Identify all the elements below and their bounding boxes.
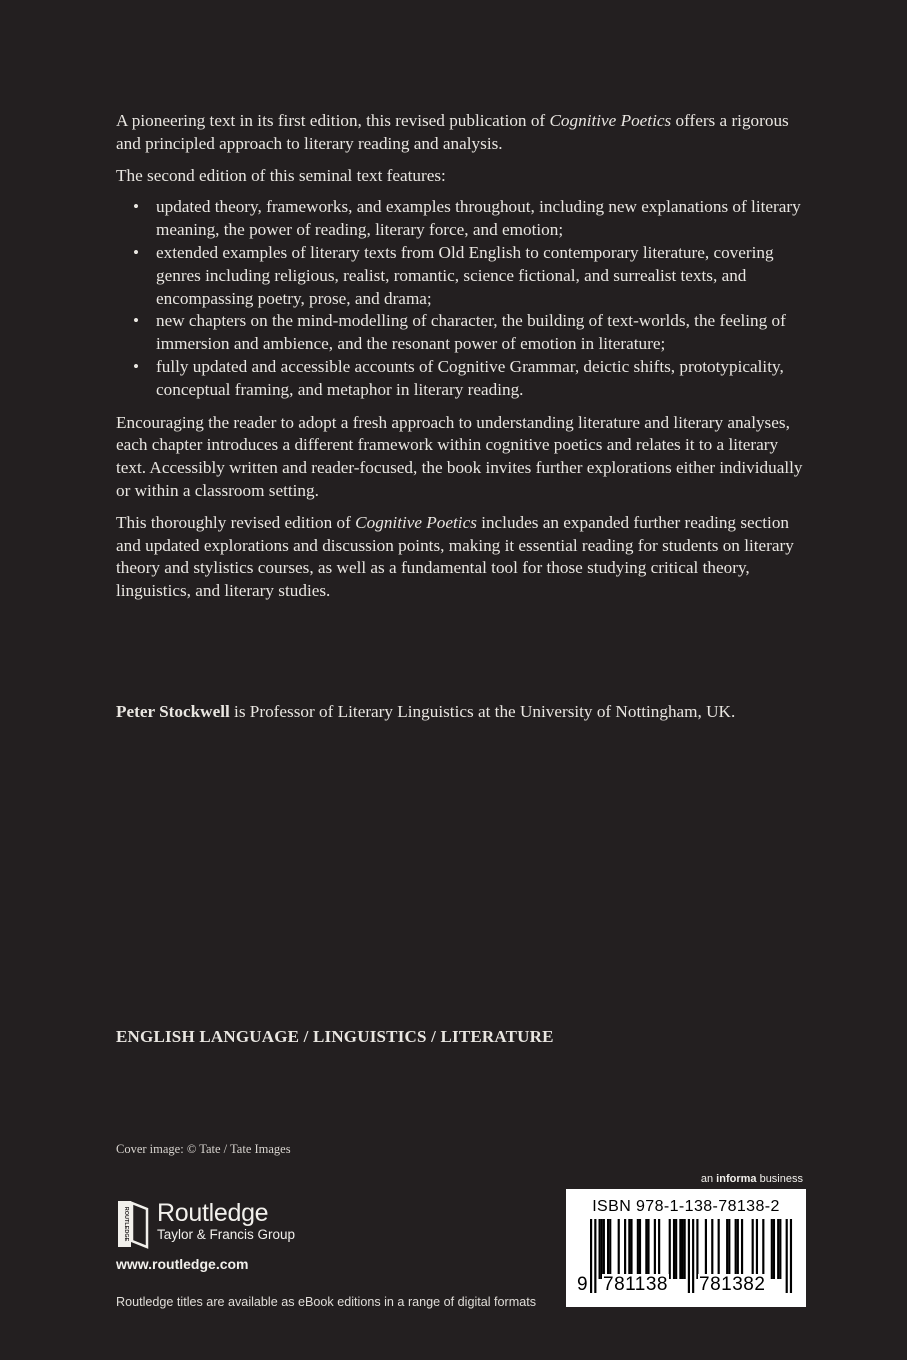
features-list bbox=[116, 196, 806, 401]
barcode-bar bbox=[618, 1219, 620, 1279]
author-name: Peter Stockwell bbox=[116, 702, 230, 721]
feature-item: • new chapters on the mind-modelling of character, the building of text-worlds, the feeling of immersion and ambience, and the resonant power of emotion in literature; bbox=[116, 310, 806, 356]
ebook-note: Routledge titles are available as eBook editions in a range of digital formats bbox=[116, 1295, 537, 1309]
barcode-bar bbox=[735, 1219, 737, 1279]
barcode-bar bbox=[654, 1219, 656, 1279]
cover-credit: Cover image: © Tate / Tate Images bbox=[116, 1142, 291, 1156]
informa-tagline: an informa business bbox=[700, 1173, 803, 1185]
barcode-bar bbox=[726, 1219, 728, 1279]
publisher-name: Routledge bbox=[157, 1199, 269, 1227]
publisher-group: Taylor & Francis Group bbox=[157, 1227, 296, 1242]
barcode-bar bbox=[647, 1219, 649, 1279]
routledge-book-icon bbox=[116, 1199, 150, 1249]
logo-spine-text: ROUTLEDGE bbox=[123, 1206, 129, 1242]
revised-paragraph: This thoroughly revised edition of Cognitive Poetics includes an expanded further reading section and updated explorations and discussion points, making it essential reading for students on literary theory and stylistics courses, as well as a fundamental tool for those studying critical theory, linguistics, and literary studies. bbox=[116, 512, 794, 601]
barcode-bar bbox=[737, 1219, 739, 1279]
barcode-bar bbox=[609, 1219, 611, 1279]
barcode-digits bbox=[576, 1274, 796, 1296]
barcode-bar bbox=[639, 1219, 641, 1279]
barcode-bar bbox=[675, 1219, 677, 1279]
barcode-bar bbox=[607, 1219, 609, 1279]
barcode-bar bbox=[762, 1219, 764, 1279]
barcode-bar bbox=[628, 1219, 630, 1279]
barcode-bar bbox=[673, 1219, 675, 1279]
barcode-bar bbox=[777, 1219, 779, 1279]
isbn-barcode bbox=[566, 1189, 806, 1307]
barcode-bar bbox=[779, 1219, 781, 1279]
encouraging-paragraph: Encouraging the reader to adopt a fresh approach to understanding literature and literary analyses, each chapter introduces a different framework within cognitive poetics and relates it to a literary text. Accessibly written and reader-focused, the book invites further explorations either individually or within a classroom setting. bbox=[116, 412, 803, 500]
barcode-bar bbox=[645, 1219, 647, 1279]
intro-paragraph: A pioneering text in its first edition, this revised publication of Cognitive Poetics offers a rigorous and principled approach to literary reading and analysis. bbox=[116, 111, 789, 153]
barcode-bar bbox=[728, 1219, 730, 1279]
barcode-bar bbox=[681, 1219, 683, 1279]
barcode-bar bbox=[771, 1219, 773, 1279]
barcode-bar bbox=[658, 1219, 660, 1279]
features-lead: The second edition of this seminal text features: bbox=[116, 165, 446, 185]
author-bio: Peter Stockwell is Professor of Literary Linguistics at the University of Nottingham, UK. bbox=[116, 702, 736, 721]
barcode-bar bbox=[773, 1219, 775, 1279]
book-title-italic: Cognitive Poetics bbox=[549, 111, 672, 130]
barcode-bar bbox=[684, 1219, 686, 1279]
feature-item: • updated theory, frameworks, and examples throughout, including new explanations of literary meaning, the power of reading, literary force, and emotion; bbox=[116, 196, 806, 242]
barcode-bar bbox=[718, 1219, 720, 1279]
barcode-bar bbox=[679, 1219, 681, 1279]
barcode-bar bbox=[741, 1219, 743, 1279]
barcode-bar bbox=[630, 1219, 632, 1279]
barcode-bar bbox=[705, 1219, 707, 1279]
subject-category: ENGLISH LANGUAGE / LINGUISTICS / LITERATURE bbox=[116, 1027, 554, 1046]
barcode-bar bbox=[637, 1219, 639, 1279]
barcode-bar bbox=[599, 1219, 601, 1279]
book-title-italic: Cognitive Poetics bbox=[355, 512, 477, 532]
barcode-bar bbox=[711, 1219, 713, 1279]
barcode-bar bbox=[624, 1219, 626, 1279]
barcode-bar bbox=[669, 1219, 671, 1279]
feature-item: • extended examples of literary texts from Old English to contemporary literature, covering genres including religious, realist, romantic, science fictional, and surrealist texts, and encompassing poetry, prose, and drama; bbox=[116, 242, 806, 310]
publisher-website: www.routledge.com bbox=[116, 1256, 249, 1272]
feature-item: • fully updated and accessible accounts of Cognitive Grammar, deictic shifts, prototypicality, conceptual framing, and metaphor in literary reading. bbox=[116, 356, 806, 402]
barcode-bar bbox=[756, 1219, 758, 1279]
barcode-digit-group: 9 bbox=[577, 1274, 589, 1295]
barcode-bar bbox=[696, 1219, 698, 1279]
barcode-bar bbox=[603, 1219, 605, 1279]
barcode-bar bbox=[601, 1219, 603, 1279]
publisher-logo bbox=[116, 1199, 316, 1251]
back-cover-blurb bbox=[116, 110, 806, 612]
barcode-digit-group: 781382 bbox=[699, 1274, 766, 1295]
barcode-digit-group: 781138 bbox=[603, 1274, 668, 1295]
barcode-bar bbox=[752, 1219, 754, 1279]
isbn-label: ISBN 978-1-138-78138-2 bbox=[592, 1198, 780, 1215]
